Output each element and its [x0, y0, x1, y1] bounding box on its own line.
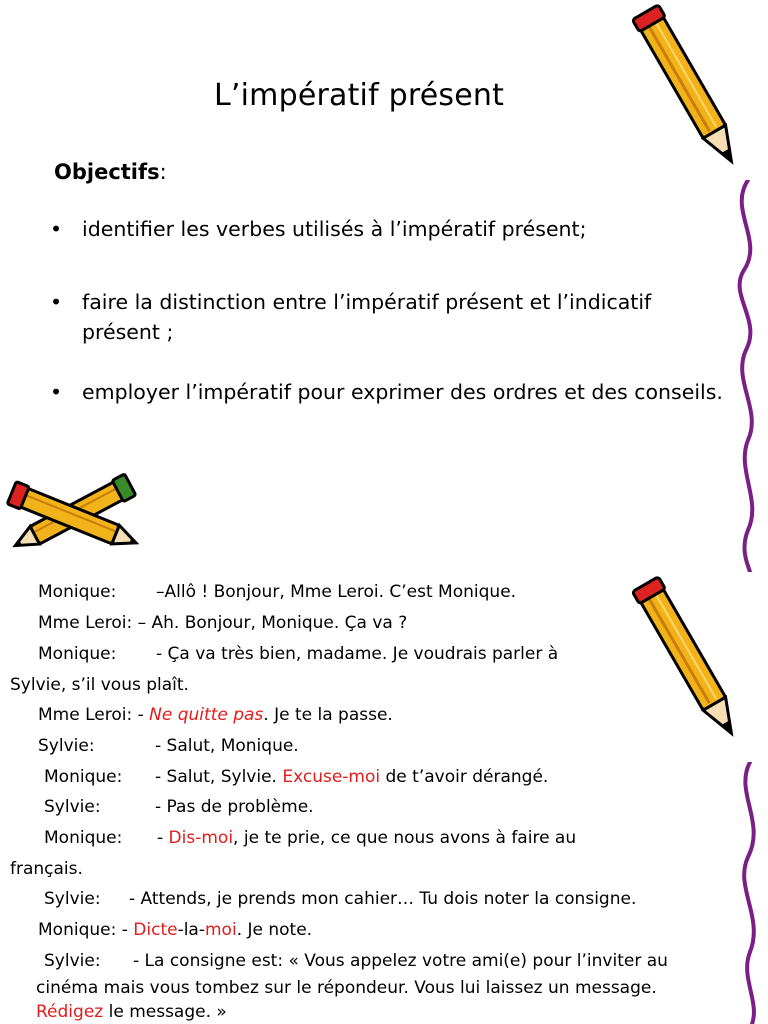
objectives-label: Objectifs: [54, 160, 160, 184]
dialogue-text: [157, 828, 576, 848]
dialogue-text: [155, 797, 314, 817]
bullet-dot: •: [50, 217, 63, 241]
imperative-verb: Dis-moi: [168, 828, 234, 848]
speaker: Monique:: [38, 582, 117, 602]
dialogue-line: [10, 675, 189, 695]
dialogue-line: [44, 889, 101, 909]
slide-2: [0, 572, 768, 1024]
objective-text: faire la distinction entre l’impératif présent et l’indicatif présent ;: [82, 290, 652, 344]
imperative-verb: Ne quitte pas: [149, 705, 264, 725]
dialogue-line: [36, 1002, 227, 1022]
slide-title: L’impératif présent: [213, 78, 505, 113]
speaker: Mme Leroi:: [38, 613, 133, 633]
line-text: - La consigne est: « Vous appelez votre ami(e) pour l’inviter au: [133, 951, 668, 971]
line-suffix: . Je te la passe.: [263, 705, 393, 725]
bullet-dot: •: [50, 380, 63, 404]
speaker: Monique:: [38, 644, 117, 664]
speaker: Mme Leroi:: [38, 705, 133, 725]
dialogue-text: [129, 889, 636, 909]
line-text: - Attends, je prends mon cahier… Tu dois noter la consigne.: [129, 889, 637, 909]
dialogue-line: [10, 859, 83, 879]
line-suffix: . Je note.: [236, 920, 313, 940]
dialogue-line: [44, 767, 122, 787]
imperative-verb: Dicte: [133, 920, 178, 940]
line-text: français.: [10, 859, 83, 879]
speaker: Monique:: [44, 767, 123, 787]
line-prefix: -: [121, 920, 134, 940]
line-text: –Allô ! Bonjour, Mme Leroi. C’est Monique.: [156, 582, 517, 602]
objectives-colon: :: [159, 160, 167, 184]
bullet-dot: •: [50, 290, 63, 314]
dialogue-line: [38, 613, 407, 633]
objectives-heading: [54, 160, 167, 184]
line-text: - Ça va très bien, madame. Je voudrais parler à: [156, 644, 559, 664]
dialogue-line: [36, 978, 657, 998]
line-prefix: - Salut, Sylvie.: [155, 767, 283, 787]
pencil-icon: [632, 0, 752, 190]
decorative-curl: [732, 762, 768, 1024]
speaker: Monique:: [44, 828, 123, 848]
speaker: Sylvie:: [44, 889, 101, 909]
objective-text: identifier les verbes utilisés à l’impératif présent;: [82, 217, 587, 241]
line-prefix: -: [137, 705, 150, 725]
dialogue-text: [133, 951, 668, 971]
speaker: Sylvie:: [38, 736, 95, 756]
line-suffix: , je te prie, ce que nous avons à faire au: [233, 828, 577, 848]
speaker: Sylvie:: [44, 951, 101, 971]
dialogue-text: [156, 644, 558, 664]
objective-text: employer l’impératif pour exprimer des ordres et des conseils.: [82, 380, 723, 404]
dialogue-line: [44, 797, 101, 817]
dialogue-line: [38, 705, 393, 725]
line-text: – Ah. Bonjour, Monique. Ça va ?: [137, 613, 408, 633]
decorative-curl: [728, 180, 768, 572]
imperative-verb: Excuse-moi: [282, 767, 381, 787]
dialogue-text: [156, 582, 516, 602]
imperative-verb: Rédigez: [36, 1002, 104, 1022]
dialogue-line: [38, 582, 116, 602]
speaker: Sylvie:: [44, 797, 101, 817]
line-suffix: le message. »: [103, 1002, 227, 1022]
line-mid: -la-: [177, 920, 205, 940]
line-text: cinéma mais vous tombez sur le répondeur. Vous lui laissez un message.: [36, 978, 657, 998]
dialogue-text: [155, 767, 548, 787]
dialogue-line: [38, 736, 95, 756]
dialogue-line: [38, 920, 312, 940]
dialogue-line: [38, 644, 116, 664]
dialogue-text: [155, 736, 299, 756]
line-prefix: -: [157, 828, 169, 848]
dialogue-line: [44, 951, 101, 971]
speaker: Monique:: [38, 920, 117, 940]
imperative-pronoun: moi: [205, 920, 237, 940]
pencil-icon: [632, 572, 752, 762]
crossed-pencils-icon: [0, 460, 150, 570]
line-text: - Pas de problème.: [155, 797, 314, 817]
dialogue-line: [44, 828, 122, 848]
line-suffix: de t’avoir dérangé.: [380, 767, 549, 787]
line-text: - Salut, Monique.: [155, 736, 299, 756]
line-text: Sylvie, s’il vous plaît.: [10, 675, 189, 695]
